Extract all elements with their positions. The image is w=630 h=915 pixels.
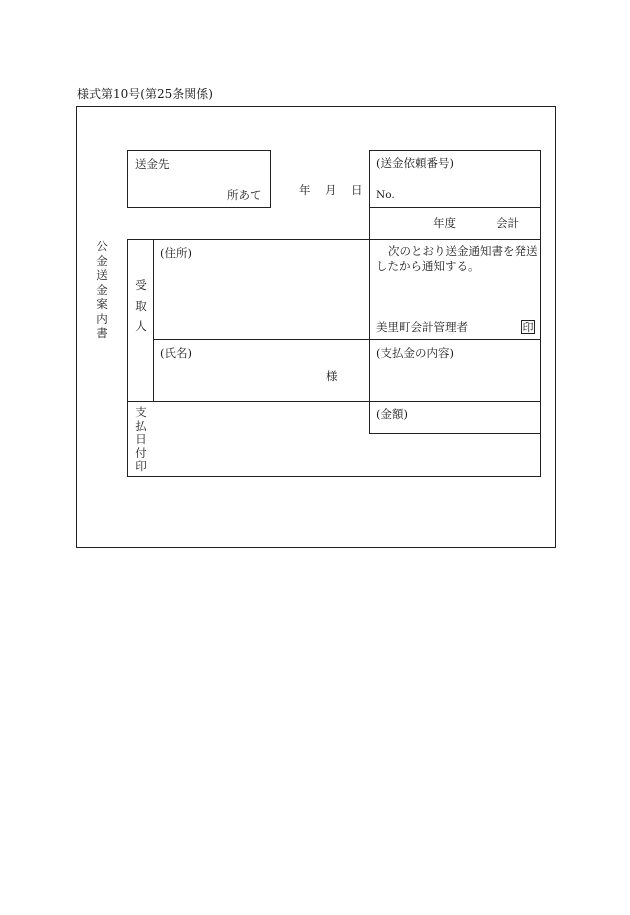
issuer-name: 美里町会計管理者 — [376, 320, 468, 334]
amount-label: (金額) — [376, 407, 408, 421]
date-day: 日 — [351, 183, 363, 197]
payment-stamp-label: 支払日付印 — [135, 405, 147, 473]
seal-mark: 印 — [522, 321, 534, 334]
center-divider — [369, 239, 370, 434]
destination-suffix: 所あて — [227, 188, 262, 202]
address-label: (住所) — [160, 246, 192, 260]
divider-name — [127, 401, 541, 402]
name-label: (氏名) — [160, 346, 192, 360]
date-month: 月 — [325, 183, 337, 197]
account-label: 会計 — [496, 216, 519, 230]
payment-content-label: (支払金の内容) — [376, 346, 454, 360]
fiscal-year-label: 年度 — [433, 216, 456, 230]
form-title: 様式第10号(第25条関係) — [77, 87, 213, 101]
recipient-side-divider — [153, 239, 154, 402]
divider-request — [369, 207, 541, 208]
destination-label: 送金先 — [135, 157, 170, 171]
divider-address — [153, 339, 541, 340]
recipient-side-label: 受取人 — [135, 278, 147, 333]
request-number-prefix: No. — [376, 189, 395, 201]
honorific: 様 — [326, 369, 338, 383]
notice-text: 次のとおり送金通知書を発送したから通知する。 — [376, 244, 538, 273]
side-title: 公金送金案内書 — [96, 239, 108, 340]
request-label: (送金依頼番号) — [376, 156, 454, 170]
date-year: 年 — [299, 183, 311, 197]
